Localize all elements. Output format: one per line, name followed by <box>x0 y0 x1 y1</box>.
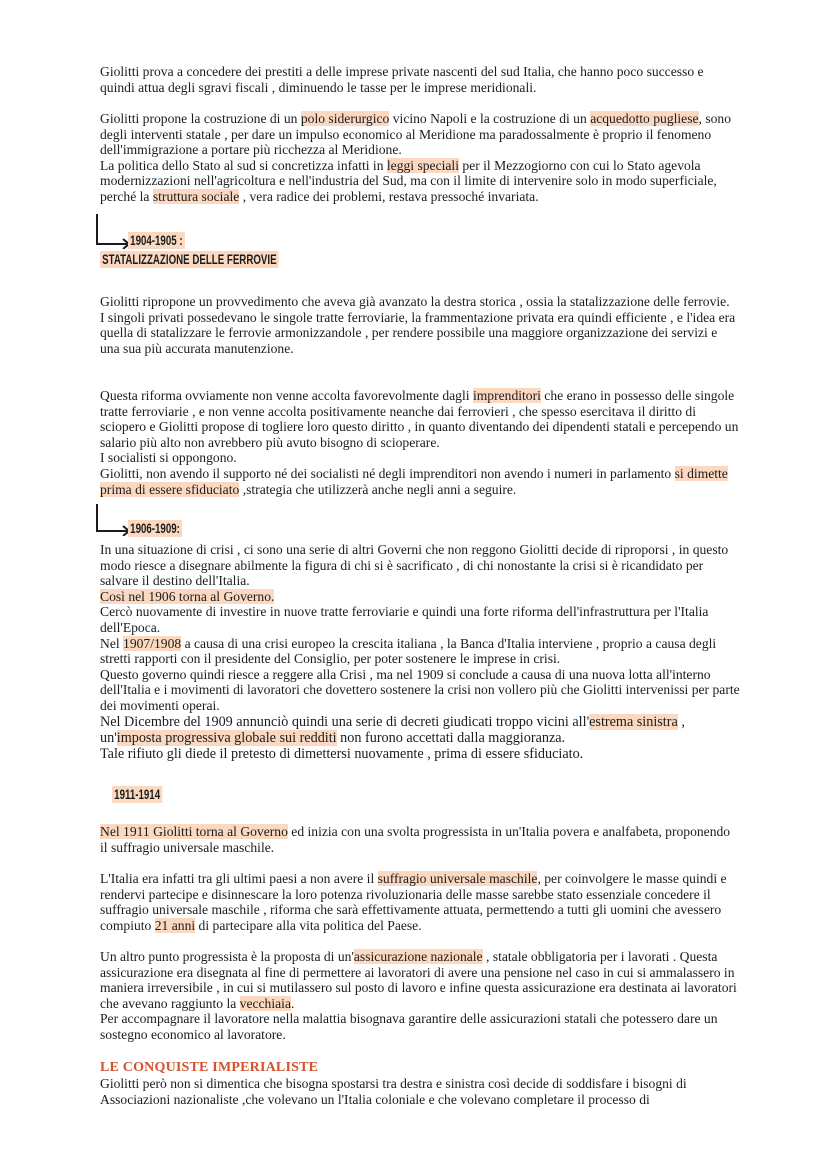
paragraph-polo-siderurgico <box>100 111 740 205</box>
highlight-torna-governo: Così nel 1906 torna al Governo. <box>100 588 275 604</box>
text-run: Nel Dicembre del 1909 annunciò quindi una serie di decreti giudicati troppo vicini all' <box>100 713 590 730</box>
text-run: Giolitti però non si dimentica che bisogna spostarsi tra destra e sinistra così decide di soddisfare i bisogni di Associazioni nazionaliste ,che volevano un l'Italia coloniale e che volevano completare il processo di <box>100 1076 687 1107</box>
text-run: , per coinvolgere le masse quindi e rendervi partecipe e disinnescare la loro potenza rivoluzionaria delle masse sarebbe stato essenziale concedere il suffragio universale maschile , riforma che sarà effettivamente attuata, permettendo a tutti gli uomini che avessero compiuto <box>100 871 727 933</box>
highlight-leggi-speciali: leggi speciali <box>386 157 459 173</box>
text-run: di partecipare alla vita politica del Paese. <box>195 917 422 933</box>
paragraph-text: Giolitti prova a concedere dei prestiti a delle imprese private nascenti del sud Italia, che hanno poco successo e quindi attua degli sgravi fiscali , diminuendo le tasse per le imprese meridionali. <box>100 64 704 95</box>
text-run: , sono degli interventi statale , per dare un impulso economico al Meridione ma paradossalmente è proprio il fenomeno dell'immigrazione a portare più ricchezza al Meridione. <box>100 111 732 158</box>
text-run: In una situazione di crisi , ci sono una serie di altri Governi che non reggono Giolitti decide di riproporsi , in questo modo riesce a disegnare abilmente la figura di chi si è sacrificato , di chi nonostante la crisi si è ricandidato per salvare il destino dell'Italia. <box>100 542 729 589</box>
heading-years: 1911-1914 <box>112 786 162 803</box>
highlight-assicurazione: assicurazione nazionale <box>353 949 483 964</box>
highlight-1907-1908: 1907/1908 <box>123 635 182 651</box>
text-run: Tale rifiuto gli diede il pretesto di dimettersi nuovamente , prima di essere sfiduciato. <box>100 746 584 763</box>
text-run: a causa di una crisi europeo la crescita italiana , la Banca d'Italia interviene , proprio a causa degli stretti rapporti con il presidente del Consiglio, per poter sostenere le imprese in crisi. <box>100 635 717 667</box>
text-run: L'Italia era infatti tra gli ultimi paesi a non avere il <box>100 871 378 886</box>
heading-statalizzazione <box>100 252 279 267</box>
paragraph-ferrovie <box>100 294 740 356</box>
paragraph-prestiti <box>100 64 740 95</box>
paragraph-riforma <box>100 388 740 497</box>
text-run: per il Mezzogiorno con cui lo Stato agevola modernizzazioni nell'agricoltura e nell'industria del Sud, ma con il limite di intervenire solo in modo superficiale, perché la <box>100 157 717 204</box>
text-run: I socialisti si oppongono. <box>100 450 237 466</box>
paragraph-assicurazione <box>100 949 740 1043</box>
text-run: Questo governo quindi riesce a reggere alla Crisi , ma nel 1909 si conclude a causa di una nuova lotta all'interno dell'Italia e i movimenti di lavoratori che dovettero sostenere la crisi non vollero più che Giolitti intervenissi per parte dei movimenti operai. <box>100 666 740 713</box>
text-run: , un' <box>100 713 685 746</box>
highlight-si-dimette: si dimette prima di essere sfiduciato <box>100 465 728 497</box>
text-run: , statale obbligatoria per i lavorati . Questa assicurazione era disegnata al fine di permettere ai lavoratori di avere una pensione nel caso in cui si ammalassero in maniera irreversibile , in cui si mutilassero sul posto di lavoro e infine questa assicurazione era destinata ai lavoratori che avevano raggiunto la <box>100 949 737 1011</box>
heading-years: 1904-1905 : <box>128 232 185 249</box>
text-run: Giolitti propone la costruzione di un <box>100 111 301 126</box>
text-run: . <box>290 995 295 1011</box>
highlight-estrema-sinistra: estrema sinistra <box>589 713 678 730</box>
text-run: , vera radice dei problemi, restava pressoché invariata. <box>239 188 539 204</box>
heading-1911-1914 <box>112 787 162 802</box>
section-title-conquiste: LE CONQUISTE IMPERIALISTE <box>100 1060 319 1075</box>
highlight-vecchiaia: vecchiaia <box>239 995 291 1011</box>
paragraph-1911 <box>100 824 740 855</box>
heading-years: 1906-1909: <box>128 520 182 537</box>
text-run: Per accompagnare il lavoratore nella malattia bisognava garantire delle assicurazioni statali che potessero dare un sostegno economico al lavoratore. <box>100 1011 718 1042</box>
paragraph-suffragio <box>100 871 740 933</box>
highlight-1911-torna: Nel 1911 Giolitti torna al Governo <box>100 824 288 839</box>
paragraph-conquiste <box>100 1076 740 1107</box>
text-run: Nel <box>100 635 124 651</box>
heading-1904-1905 <box>128 233 185 248</box>
highlight-imprenditori: imprenditori <box>472 388 541 403</box>
heading-1906-1909 <box>128 521 182 536</box>
text-run: La politica dello Stato al sud si concretizza infatti in <box>100 157 387 173</box>
text-run: Questa riforma ovviamente non venne accolta favorevolmente dagli <box>100 388 473 403</box>
text-run: ed inizia con una svolta progressista in un'Italia povera e analfabeta, proponendo il suffragio universale maschile. <box>100 824 731 855</box>
highlight-struttura-sociale: struttura sociale <box>152 188 240 204</box>
text-run: non furono accettati dalla maggioranza. <box>336 729 566 746</box>
text-run: vicino Napoli e la costruzione di un <box>389 111 591 126</box>
text-run: I singoli privati possedevano le singole tratte ferroviarie, la frammentazione privata era quindi efficiente , e l'idea era quella di statalizzare le ferrovie armonizzandole , per rendere possibile una maggiore organizzazione dei servizi e una sua più accurata manutenzione. <box>100 309 736 356</box>
text-run: Giolitti ripropone un provvedimento che aveva già avanzato la destra storica , ossia la statalizzazione delle ferrovie. <box>100 294 730 309</box>
highlight-suffragio: suffragio universale maschile <box>377 871 538 886</box>
highlight-21-anni: 21 anni <box>154 917 196 933</box>
highlight-imposta-progressiva: imposta progressiva globale sui redditi <box>116 729 337 746</box>
highlight-polo-siderurgico: polo siderurgico <box>300 111 390 126</box>
text-run: Cercò nuovamente di investire in nuove tratte ferroviarie e quindi una forte riforma dell'infrastruttura per l'Italia dell'Epoca. <box>100 604 709 635</box>
heading-title: STATALIZZAZIONE DELLE FERROVIE <box>100 251 279 268</box>
text-run: Un altro punto progressista è la proposta di un' <box>100 949 354 964</box>
paragraph-1906 <box>100 542 740 763</box>
text-run: che erano in possesso delle singole tratte ferroviarie , e non venne accolta positivamente neanche dai ferrovieri , che spesso esercitava il diritto di sciopero e Giolitti propose di togliere loro questo diritto , in quanto diventando dei dipendenti statali e percependo un salario più alto non avrebbero più avuto bisogno di scioperare. <box>100 388 739 450</box>
highlight-acquedotto: acquedotto pugliese <box>590 111 699 126</box>
text-run: Giolitti, non avendo il supporto né dei socialisti né degli imprenditori non avendo i numeri in parlamento <box>100 465 675 481</box>
text-run: ,strategia che utilizzerà anche negli anni a seguire. <box>239 481 517 497</box>
